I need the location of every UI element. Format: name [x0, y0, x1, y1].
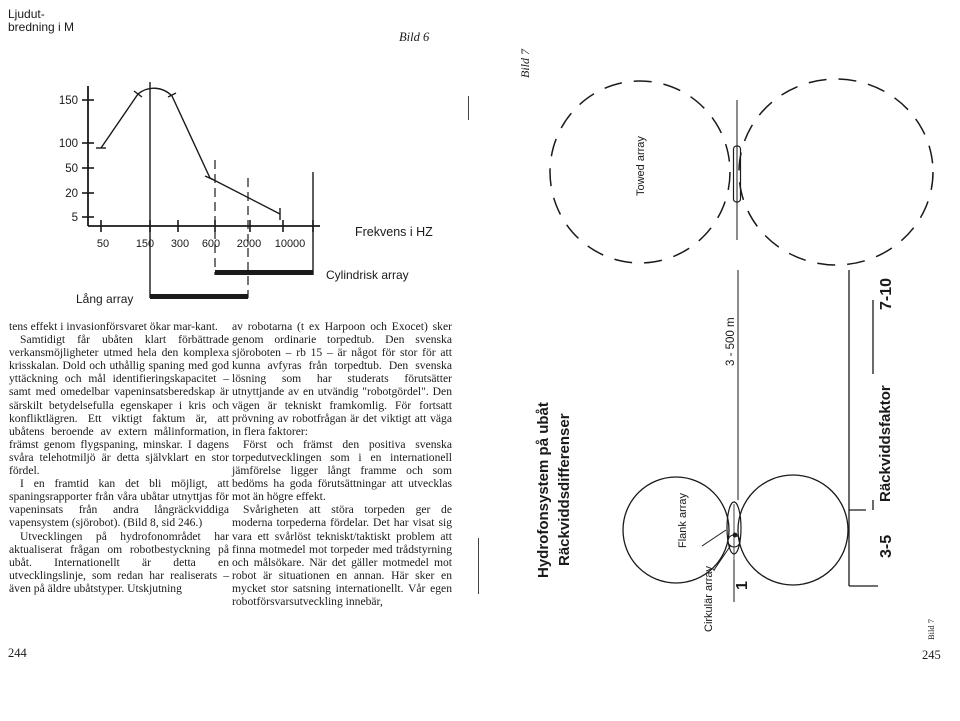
paragraph: I en framtid kan det bli möjligt, att spaningsrapporter från våra ubåtar utnyttjas för vapeninsats från andra långräckviddiga vapensystem (sjörobot). (Bild 8, sid 246.)	[9, 477, 229, 530]
right-text-column	[232, 320, 452, 608]
circular-array-label: Cirkulär array	[703, 565, 715, 632]
y-tick-label: 100	[58, 138, 78, 150]
x-tick-label: 50	[96, 238, 110, 250]
range-diagram	[480, 0, 960, 640]
cylindrical-array-bar	[215, 270, 313, 275]
diagram-subtitle: Räckviddsdifferenser	[556, 413, 573, 566]
x-tick-label: 600	[201, 238, 221, 250]
diagram-title: Hydrofonsystem på ubåt	[535, 402, 552, 578]
margin-mark	[478, 538, 479, 594]
submarine-sail	[733, 533, 738, 538]
x-axis-title: Frekvens i HZ	[355, 225, 433, 239]
y-tick-label: 50	[65, 163, 78, 175]
left-text-column	[9, 320, 229, 595]
figure-label-bild-7-top: Bild 7	[518, 49, 532, 78]
y-tick-label: 150	[58, 95, 78, 107]
response-curve	[101, 88, 280, 214]
flank-array-label: Flank array	[677, 492, 689, 548]
paragraph: tens effekt i invasionförsvaret ökar mar-kant.	[9, 320, 218, 333]
paragraph: Samtidigt får ubåten klart förbättrade verkansmöjligheter utmed hela den komplexa krisskalan. Dold och uthållig spaning med god yttäckning och mål identifieringskapacitet – samt med omedelbar vapeninsatsberedskap är särskilt betydelsefulla egenskaper i kris och konfliktlägren. Ett viktigt faktum är, att ubåtens beroende av extern målinformation, främst genom flygspaning, minskar. I dagens svåra telehotmiljö är detta självklart en stor fördel.	[9, 333, 229, 478]
flank-array-lobe-right	[738, 475, 848, 585]
x-tick-label: 2000	[236, 238, 262, 250]
range-factor-label: Räckviddsfaktor	[877, 385, 894, 502]
figure-label-bild-6: Bild 6	[399, 30, 430, 44]
factor-1: 1	[734, 581, 751, 590]
page-number-right: 245	[922, 648, 941, 662]
factor-3-5: 3-5	[878, 534, 895, 558]
circular-array-pointer	[714, 545, 731, 570]
paragraph: av robotarna (t ex Harpoon och Exocet) sker genom ordinarie torpedtub. Den svenska sjöroboten – rb 15 – är något för stor för att kunna avfyras från torpedtub. Den svenska lösning som har studerats förutsätter utnyttjande av en utvändig "robotgördel". Den vägen är tekniskt framkomlig. För fortsatt prövning av robotfrågan är det viktigt att väga in flera faktorer:	[232, 320, 452, 438]
y-tick-label: 5	[71, 212, 78, 224]
figure-label-bild-7-bottom: Bild 7	[926, 618, 936, 640]
flank-array-pointer	[702, 530, 726, 546]
cylindrical-array-label: Cylindrisk array	[326, 268, 409, 282]
x-tick-label: 300	[170, 238, 190, 250]
margin-mark	[468, 96, 469, 120]
factor-7-10: 7-10	[878, 277, 895, 310]
running-header: Ljudut- bredning i M	[8, 7, 75, 34]
x-tick-label: 10000	[274, 238, 306, 250]
towed-array-label: Towed array	[635, 136, 647, 196]
page-number-left: 244	[8, 646, 27, 660]
long-array-bar	[150, 294, 248, 299]
distance-label: 3 - 500 m	[725, 317, 737, 366]
paragraph: Utvecklingen på hydrofonområdet har aktualiserat frågan om robotbestyckning på ubåt. Internationellt är detta en utvecklingslinje, som redan har realiserats – även på äldre ubåtstyper. Utskjutning	[9, 529, 229, 595]
towed-array-lobe-right	[739, 79, 933, 265]
frequency-chart	[0, 0, 480, 310]
x-tick-label: 150	[135, 238, 155, 250]
y-tick-label: 20	[65, 188, 78, 200]
long-array-label: Lång array	[76, 292, 134, 306]
paragraph: Först och främst den positiva svenska torpedutvecklingen som i en internationell jämförelse ligger långt framme och som bedöms ha goda förutsättningar att utvecklas mot än högre effekt.	[232, 437, 452, 504]
paragraph: Svårigheten att störa torpeden ger de moderna torpederna fördelar. Det har visat sig vara ett svårlöst tekniskt/taktiskt problem att finna motmedel mot torpeder med trådstyrning och målsökare. När det gäller motmedel mot robot är situationen en annan. Här sker en mycket stor satsning internationellt. Vår egen robotförsvarsutveckling innebär,	[232, 503, 452, 608]
